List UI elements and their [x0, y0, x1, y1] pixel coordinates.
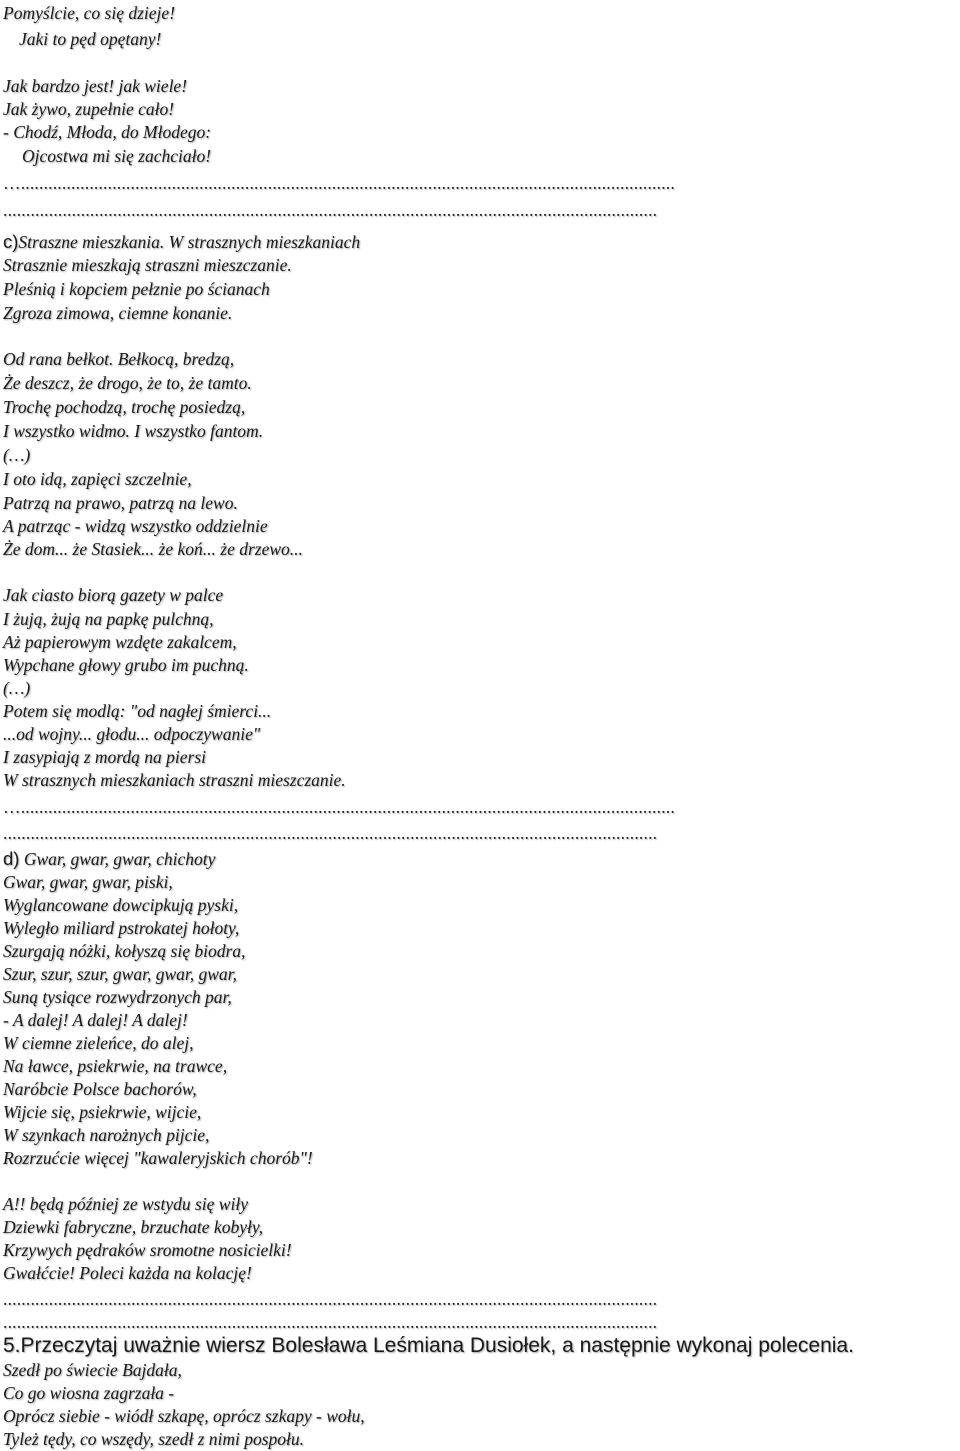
poem-line: Suną tysiące rozwydrzonych par, [3, 987, 232, 1007]
poem-line: (…) [3, 445, 31, 465]
poem-line: Pomyślcie, co się dzieje! [3, 3, 176, 23]
poem-line: W strasznych mieszkaniach straszni mieszczanie. [3, 770, 346, 790]
dotted-separator: ............................................................................................................................................... [3, 1312, 658, 1332]
poem-line: Rozrzućcie więcej "kawaleryjskich chorób"! [3, 1148, 313, 1168]
poem-line: Patrzą na prawo, patrzą na lewo. [3, 493, 238, 513]
poem-line: Że dom... że Stasiek... że koń... że drzewo... [3, 539, 303, 559]
poem-line-text: Gwar, gwar, gwar, chichoty [19, 849, 216, 869]
poem-line: W ciemne zieleńce, do alej, [3, 1033, 194, 1053]
poem-line: Jak ciasto biorą gazety w palce [3, 585, 224, 605]
poem-line [3, 230, 360, 254]
dotted-separator: ............................................................................................................................................... [3, 1289, 658, 1309]
poem-line: Dziewki fabryczne, brzuchate kobyły, [3, 1217, 264, 1237]
poem-line: - Chodź, Młoda, do Młodego: [3, 122, 212, 142]
poem-line: Co go wiosna zagrzała - [3, 1383, 175, 1403]
poem-line: Szurgają nóżki, kołyszą się biodra, [3, 941, 246, 961]
poem-line: Potem się modlą: "od nagłej śmierci... [3, 701, 272, 721]
dotted-separator: …............................................................................................................................................... [3, 173, 675, 193]
poem-line: Trochę pochodzą, trochę posiedzą, [3, 397, 246, 417]
poem-line [3, 847, 215, 871]
dotted-separator: ............................................................................................................................................... [3, 200, 658, 220]
poem-line: I żują, żują na papkę pulchną, [3, 609, 214, 629]
poem-line: Od rana bełkot. Bełkocą, bredzą, [3, 349, 235, 369]
poem-line: A!! będą później ze wstydu się wiły [3, 1194, 248, 1214]
dotted-separator: …............................................................................................................................................... [3, 797, 675, 817]
poem-line: - A dalej! A dalej! A dalej! [3, 1010, 188, 1030]
poem-line: I wszystko widmo. I wszystko fantom. [3, 421, 264, 441]
poem-line: Gwar, gwar, gwar, piski, [3, 872, 173, 892]
task-heading: 5.Przeczytaj uważnie wiersz Bolesława Leśmiana Dusiołek, a następnie wykonaj polecenia. [3, 1334, 854, 1357]
poem-line: W szynkach narożnych pijcie, [3, 1125, 210, 1145]
poem-line: Zgroza zimowa, ciemne konanie. [3, 303, 233, 323]
poem-line: Jaki to pęd opętany! [19, 29, 162, 49]
poem-line: Na ławce, psiekrwie, na trawce, [3, 1056, 228, 1076]
poem-line: Gwałćcie! Poleci każda na kolację! [3, 1263, 252, 1283]
poem-line: ...od wojny... głodu... odpoczywanie" [3, 724, 261, 744]
poem-line: Strasznie mieszkają straszni mieszczanie. [3, 255, 292, 275]
poem-line: Tyleż tędy, co wszędy, szedł z nimi pospołu. [3, 1429, 305, 1449]
poem-line: Szedł po świecie Bajdała, [3, 1360, 182, 1380]
poem-line: Jak bardzo jest! jak wiele! [3, 76, 188, 96]
poem-line: Wijcie się, psiekrwie, wijcie, [3, 1102, 202, 1122]
poem-line: Wyglancowane dowcipkują pyski, [3, 895, 239, 915]
poem-line-text: Straszne mieszkania. W strasznych mieszkaniach [18, 232, 361, 252]
poem-line: Wypchane głowy grubo im puchną. [3, 655, 249, 675]
section-marker-c: c) [3, 231, 19, 252]
poem-line: I zasypiają z mordą na piersi [3, 747, 207, 767]
poem-line: Ojcostwa mi się zachciało! [22, 146, 212, 166]
poem-line: Aż papierowym wzdęte zakalcem, [3, 632, 237, 652]
poem-line: Pleśnią i kopciem pełznie po ścianach [3, 279, 270, 299]
section-marker-d: d) [3, 848, 20, 869]
poem-line: Jak żywo, zupełnie cało! [3, 99, 175, 119]
poem-line: Szur, szur, szur, gwar, gwar, gwar, [3, 964, 237, 984]
poem-line: (…) [3, 678, 31, 698]
poem-line: Wyległo miliard pstrokatej hołoty, [3, 918, 240, 938]
poem-line: Że deszcz, że drogo, że to, że tamto. [3, 373, 252, 393]
poem-line: I oto idą, zapięci szczelnie, [3, 469, 192, 489]
poem-line: A patrząc - widzą wszystko oddzielnie [3, 516, 268, 536]
poem-line: Naróbcie Polsce bachorów, [3, 1079, 197, 1099]
poem-line: Oprócz siebie - wiódł szkapę, oprócz szkapy - wołu, [3, 1406, 365, 1426]
dotted-separator: ............................................................................................................................................... [3, 823, 658, 843]
poem-line: Krzywych pędraków sromotne nosicielki! [3, 1240, 292, 1260]
